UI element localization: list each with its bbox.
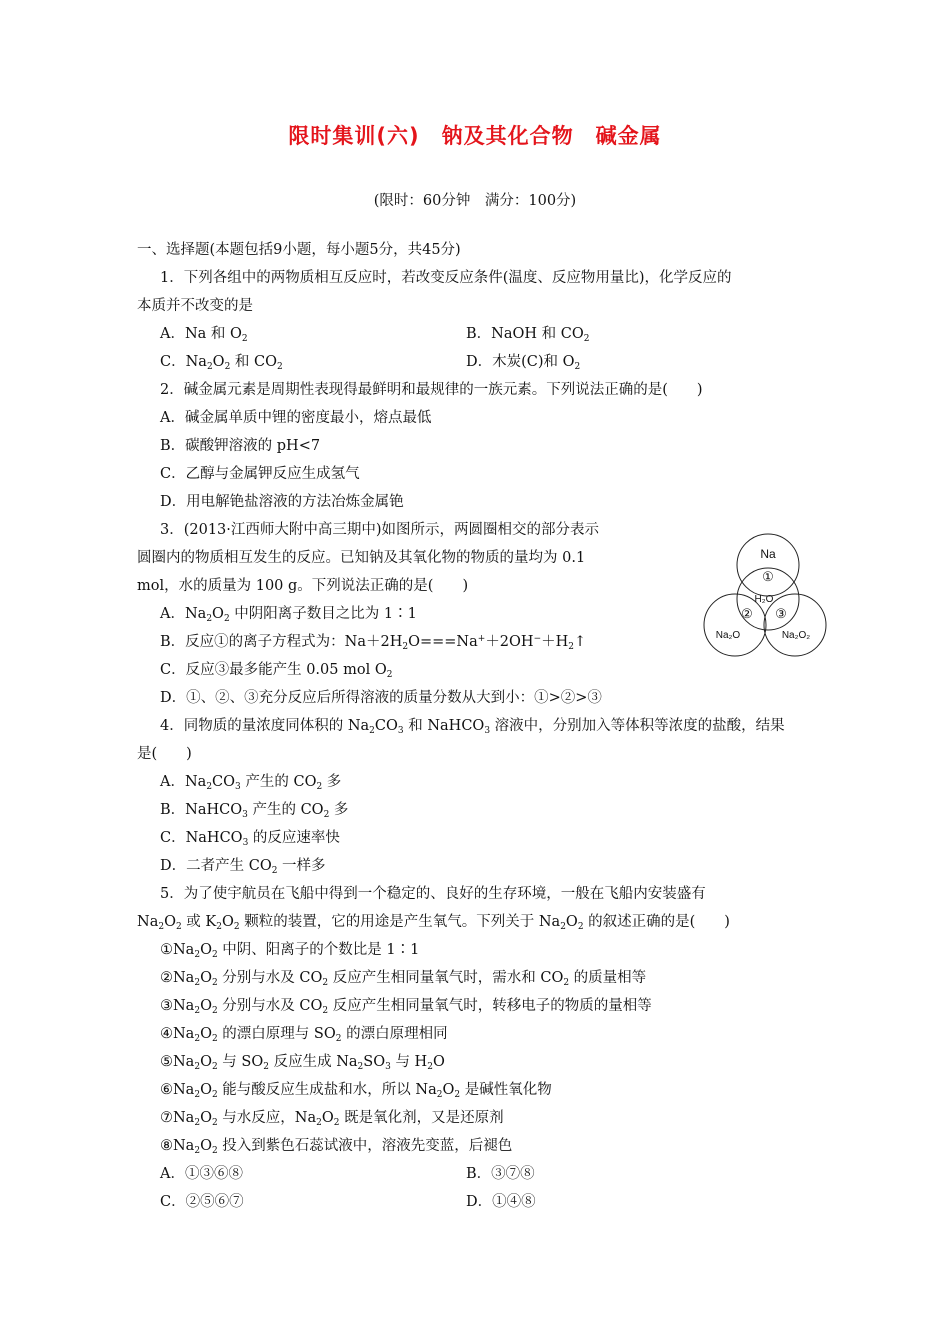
section-heading: 一、选择题(本题包括9小题，每小题5分，共45分) — [137, 242, 461, 258]
q5-statement-6: $⑥Na_2O_2$ 能与酸反应生成盐和水，所以 $Na_2O_2$ 是碱性氧化物 — [160, 1082, 552, 1100]
q1-stem-line: 1．下列各组中的两物质相互反应时，若改变反应条件(温度、反应物用量比)，化学反应的 — [160, 270, 732, 286]
q1-option-a: A．Na 和 $O_2$ — [160, 326, 248, 344]
q5-stem-line: $Na_2O_2$ 或 $K_2O_2$ 颗粒的装置，它的用途是产生氧气。下列关于 $Na_2O_2$ 的叙述正确的是( ) — [137, 914, 730, 932]
q2-option-c: C．乙醇与金属钾反应生成氢气 — [160, 466, 360, 482]
q5-statement-4: $④Na_2O_2$ 的漂白原理与 $SO_2$ 的漂白原理相同 — [160, 1026, 448, 1044]
q2-stem-line: 2．碱金属元素是周期性表现得最鲜明和最规律的一族元素。下列说法正确的是( ) — [160, 382, 703, 398]
venn-diagram — [700, 532, 830, 658]
q3-option-a: A．$Na_2O_2$ 中阴阳离子数目之比为 1∶1 — [160, 606, 417, 624]
na-circle — [737, 534, 799, 596]
q3-option-b: B．反应①的离子方程式为：$Na+2H_2O===Na^++2OH^-+H_2↑$ — [160, 634, 587, 652]
q4-option-b: B．NaHCO$_3$ 产生的 $CO_2$ 多 — [160, 802, 349, 820]
q4-stem-line: 是( ) — [137, 746, 192, 762]
na2o-label: Na₂O — [715, 630, 741, 641]
reaction-2-label: ② — [741, 606, 753, 621]
q3-stem-line: 3．(2013·江西师大附中高三期中)如图所示，两圆圈相交的部分表示 — [160, 522, 600, 538]
q3-stem-line: 圆圈内的物质相互发生的反应。已知钠及其氧化物的物质的量均为 0.1 — [137, 550, 586, 566]
q4-option-a: A．$Na_2CO_3$ 产生的 $CO_2$ 多 — [160, 774, 342, 792]
q2-option-d: D．用电解铯盐溶液的方法冶炼金属铯 — [160, 494, 404, 510]
reaction-1-label: ① — [762, 569, 774, 584]
q5-statement-3: $③Na_2O_2$ 分别与水及 $CO_2$ 反应产生相同量氧气时，转移电子的物质的量相等 — [160, 998, 652, 1016]
q1-option-b: B．NaOH 和 $CO_2$ — [466, 326, 590, 344]
na2o2-label: Na₂O₂ — [781, 630, 811, 641]
reaction-3-label: ③ — [775, 606, 787, 621]
q5-statement-1: $①Na_2O_2$ 中阴、阳离子的个数比是 1∶1 — [160, 942, 420, 960]
water-label: H₂O — [754, 594, 774, 605]
q3-option-c: C．反应③最多能产生 0.05 mol $O_2$ — [160, 662, 393, 680]
q1-option-d: D．木炭(C)和 $O_2$ — [466, 354, 581, 372]
q5-option-a: A．①③⑥⑧ — [160, 1166, 243, 1182]
page-title: 限时集训(六) 钠及其化合物 碱金属 — [288, 124, 662, 148]
q5-statement-2: $②Na_2O_2$ 分别与水及 $CO_2$ 反应产生相同量氧气时，需水和 $CO_2$ 的质量相等 — [160, 970, 647, 988]
time-score-note: (限时：60分钟 满分：100分) — [373, 193, 577, 209]
q4-stem-line: 4．同物质的量浓度同体积的 $Na_2CO_3$ 和 NaHCO$_3$ 溶液中，分别加入等体积等浓度的盐酸，结果 — [160, 718, 785, 736]
q5-statement-5: $⑤Na_2O_2$ 与 $SO_2$ 反应生成 $Na_2SO_3$ 与 $H_2O$ — [160, 1054, 445, 1072]
q5-option-b: B．③⑦⑧ — [466, 1166, 535, 1182]
q2-option-a: A．碱金属单质中锂的密度最小，熔点最低 — [160, 410, 432, 426]
q3-option-d: D．①、②、③充分反应后所得溶液的质量分数从大到小：①>②>③ — [160, 690, 602, 706]
q5-statement-8: $⑧Na_2O_2$ 投入到紫色石蕊试液中，溶液先变蓝，后褪色 — [160, 1138, 513, 1156]
na-label: Na — [760, 547, 776, 561]
q5-stem-line: 5．为了使宇航员在飞船中得到一个稳定的、良好的生存环境，一般在飞船内安装盛有 — [160, 886, 706, 902]
q4-option-c: C．NaHCO$_3$ 的反应速率快 — [160, 830, 340, 848]
q5-option-d: D．①④⑧ — [466, 1194, 536, 1210]
q5-option-c: C．②⑤⑥⑦ — [160, 1194, 244, 1210]
q1-stem-line: 本质并不改变的是 — [137, 298, 253, 314]
q1-option-c: C．$Na_2O_2$ 和 $CO_2$ — [160, 354, 283, 372]
q5-statement-7: $⑦Na_2O_2$ 与水反应，$Na_2O_2$ 既是氧化剂，又是还原剂 — [160, 1110, 504, 1128]
q3-stem-line: mol，水的质量为 100 g。下列说法正确的是( ) — [137, 578, 469, 594]
q2-option-b: B．碳酸钾溶液的 pH<7 — [160, 438, 321, 454]
q4-option-d: D．二者产生 $CO_2$ 一样多 — [160, 858, 326, 876]
